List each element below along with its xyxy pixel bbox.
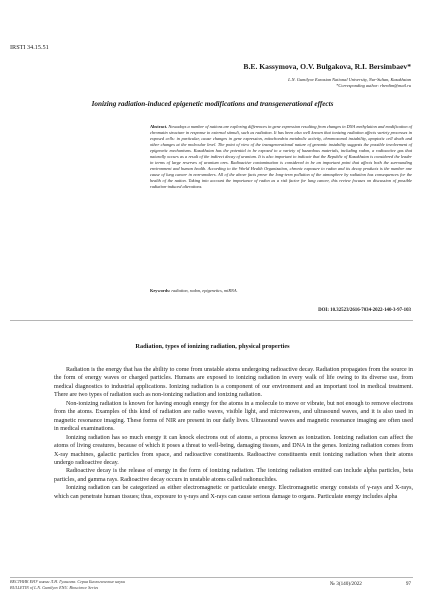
keywords-label: Keywords: [150,288,171,293]
irsti-code: IRSTI 34.15.51 [10,44,49,51]
footer-divider [10,577,413,578]
journal-name-ru: ВЕСТНИК ЕНУ имени Л.Н. Гумилева. Серия Биологические науки [10,579,126,584]
section-heading: Radiation, types of ionizing radiation, physical properties [135,343,290,350]
article-authors: B.E. Kassymova, O.V. Bulgakova, R.I. Bersimbaev* [243,62,411,71]
body-paragraph: Non-ionizing radiation is known for having enough energy for the atoms in a molecule to move or vibrate, but not enough to remove electrons from the atoms. Examples of this kind of radiation are radio waves, visible light, and microwaves, and ultrasound waves, and it is also used in magnetic resonance imaging. These forms of NIR are present in our daily lives. Ultrasound waves and magnetic resonance imaging are often used in medical examinations. [54,400,413,433]
header-divider [10,320,413,321]
body-paragraph: Radioactive decay is the release of energy in the form of ionizing radiation. The ionizing radiation emitted can include alpha particles, beta particles, and gamma rays. Radioactive decay occurs in unstable atoms called radionuclides. [54,468,413,483]
body-paragraph: Ionizing radiation can be categorized as either electromagnetic or particulate energy. Electromagnetic energy consists of γ-rays and X-rays, which can penetrate human tissues; thus, exposure to γ-rays and X-rays can cause serious damage to organs. Particulate energy includes alpha [54,485,413,500]
issue-number: № 3(140)/2022 [330,581,362,587]
keywords-line [150,288,412,294]
journal-name-en: BULLETIN of L.N. Gumilyov ENU. Bioscience Series [10,585,99,591]
body-paragraph: Radiation is the energy that has the ability to come from unstable atoms undergoing radioactive decay. Radiation propagates from the source in the form of energy waves or charged particles. Humans are exposed to ionizing radiation in every walk of life owing to its diverse use, from medical diagnostics to industrial applications. Ionizing radiation is a component of our environment and an important tool in medical treatment. There are two types of radiation such as non-ionizing radiation and ionizing radiation. [54,367,413,399]
body-paragraph: Ionizing radiation has so much energy it can knock electrons out of atoms, a process known as ionization. Ionizing radiation can affect the atoms of living creatures, because of which it poses a threat to well-being, damaging tissues, and DNA in the genes. Ionizing radiation comes from X-ray machines, galactic particles from space, and radioactive constituents. Radioactive constituents emit ionizing radiation when their atoms undergo radioactive decay. [54,434,413,466]
journal-name [10,579,125,591]
doi: DOI: 10.32523/2616-7034-2022-140-3-97-103 [318,308,411,313]
abstract-text: Nowadays a number of nations are exploring differences in gene expression resulting from changes in DNA methylation and modification of chromatin structure in response to external stimuli, such as radiation. It has been also well known that ionizing radiation affects variety processes in exposed cells: in particular, cause changes in gene expression, mitochondria metabolic activity, chromosomal instability, apoptotic cell death and other changes at the molecular level. The point of view of the transgenerational nature of genomic instability suggests the possible involvement of epigenetic mechanisms. Kazakhstan has the potential to be exposed to a variety of hazardous materials, including radon, a radioactive gas that naturally occurs as a result of the indirect decay of uranium. It is also important to indicate that the Republic of Kazakhstan is considered the leader in terms of large reserves of uranium ores. Radioactive contamination is considered to be an important point that affects both the surrounding environment and human health. According to the World Health Organization, chronic exposure to radon and its decay products is the number one cause of lung cancer in non-smokers. All of the above facts prove the long-term pollution of the atmosphere by radiation has consequences for the health of the nation. Taking into account the importance of radon as a risk factor for lung cancer, this review focuses on discussion of possible radiation-induced alterations. [150,124,412,190]
corresponding-author: *Corresponding author: rberdim@mail.ru [336,83,411,89]
abstract-label: Abstract. [150,124,168,129]
affiliation-line: L.N. Gumilyov Eurasian National University, Nur-Sultan, Kazakhstan [288,77,411,82]
author-affiliation [288,77,411,90]
article-title: Ionizing radiation-induced epigenetic modifications and transgenerational effects [91,100,334,108]
body-text [54,366,413,501]
abstract-block [150,124,412,191]
page-number: 97 [405,581,411,587]
keywords-text: radiation, radon, epigenetics, miRNA. [171,288,238,293]
